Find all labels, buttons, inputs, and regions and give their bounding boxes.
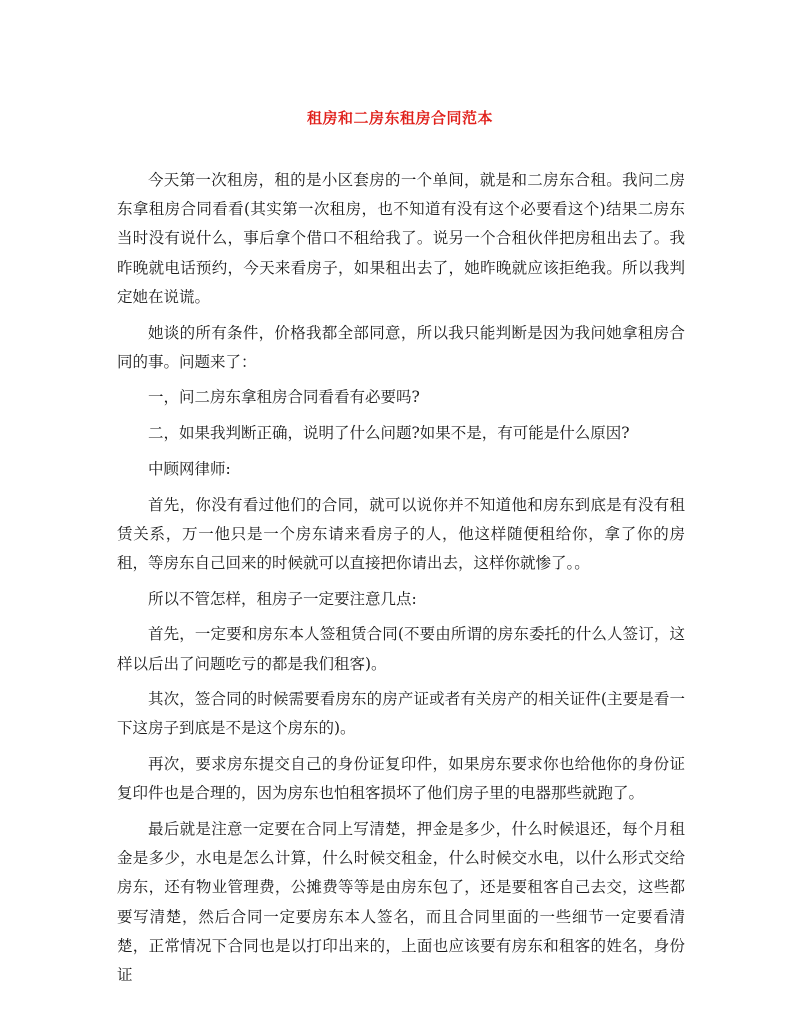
question-one: 一，问二房东拿租房合同看看有必要吗? bbox=[148, 388, 420, 407]
tip-first: 首先，一定要和房东本人签租赁合同(不要由所谓的房东委托的什么人签订，这样以后出了问题吃亏的都是我们租客)。 bbox=[117, 625, 685, 673]
document-body bbox=[117, 166, 685, 997]
lawyer-label: 中顾网律师: bbox=[148, 459, 231, 478]
tips-intro: 所以不管怎样，租房子一定要注意几点: bbox=[148, 589, 417, 608]
tip-third: 再次，要求房东提交自己的身份证复印件，如果房东要求你也给他你的身份证复印件也是合理的，因为房东也怕租客损坏了他们房子里的电器那些就跑了。 bbox=[117, 755, 685, 803]
tip-last: 最后就是注意一定要在合同上写清楚，押金是多少，什么时候退还，每个月租金是多少，水电是怎么计算，什么时候交租金，什么时候交水电，以什么形式交给房东，还有物业管理费，公摊费等等是由房东包了，还是要租客自己去交，这些都要写清楚，然后合同一定要房东本人签名，而且合同里面的一些细节一定要看清楚，正常情况下合同也是以打印出来的，上面也应该要有房东和租客的姓名，身份证 bbox=[117, 820, 685, 985]
tip-second: 其次，签合同的时候需要看房东的房产证或者有关房产的相关证件(主要是看一下这房子到底是不是这个房东的)。 bbox=[117, 690, 685, 738]
answer-paragraph: 首先，你没有看过他们的合同，就可以说你并不知道他和房东到底是有没有租赁关系，万一他只是一个房东请来看房子的人，他这样随便租给你，拿了你的房租，等房东自己回来的时候就可以直接把你请出去，这样你就惨了。。 bbox=[117, 495, 685, 572]
paragraph-conditions: 她谈的所有条件，价格我都全部同意，所以我只能判断是因为我问她拿租房合同的事。问题来了： bbox=[117, 323, 685, 371]
question-two: 二，如果我判断正确，说明了什么问题?如果不是，有可能是什么原因? bbox=[148, 424, 630, 443]
document-title: 租房和二房东租房合同范本 bbox=[306, 109, 493, 127]
paragraph-intro: 今天第一次租房，租的是小区套房的一个单间，就是和二房东合租。我问二房东拿租房合同看看(其实第一次租房，也不知道有没有这个必要看这个)结果二房东当时没有说什么，事后拿个借口不租给我了。说另一个合租伙伴把房租出去了。我昨晚就电话预约，今天来看房子，如果租出去了，她昨晚就应该拒绝我。所以我判定她在说谎。 bbox=[117, 171, 685, 306]
